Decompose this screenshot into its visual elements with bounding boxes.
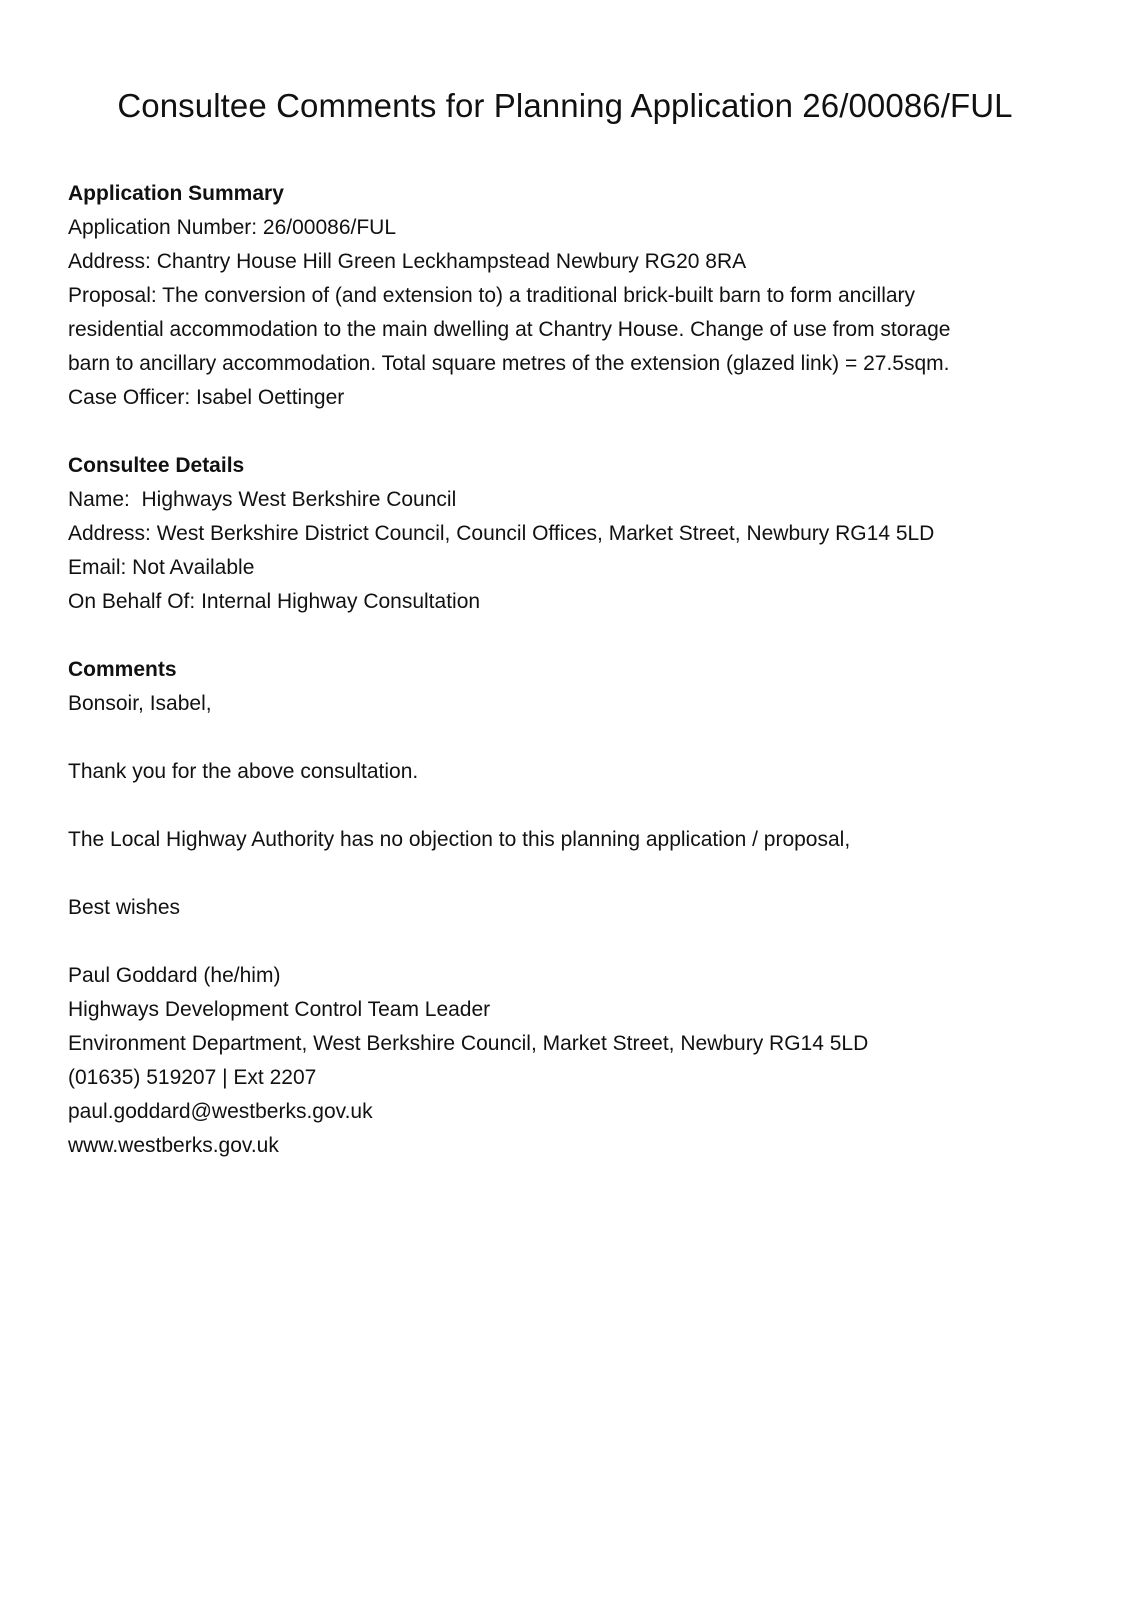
comments-heading: Comments [68, 658, 177, 681]
comment-sign-off: Best wishes [68, 896, 181, 919]
application-summary-section [68, 177, 1068, 415]
signature-block [68, 959, 1068, 1163]
consultee-address: Address: West Berkshire District Council, Council Offices, Market Street, Newbury RG14 5LD [68, 522, 935, 545]
paragraph-spacer [68, 857, 1068, 891]
paragraph-spacer [68, 925, 1068, 959]
comment-thanks: Thank you for the above consultation. [68, 760, 419, 783]
comment-statement: The Local Highway Authority has no objection to this planning application / proposal, [68, 828, 851, 851]
paragraph-spacer [68, 721, 1068, 755]
consultee-on-behalf-of: On Behalf Of: Internal Highway Consultation [68, 590, 481, 613]
signature-role: Highways Development Control Team Leader [68, 998, 491, 1021]
section-spacer [68, 619, 1068, 653]
case-officer: Case Officer: Isabel Oettinger [68, 386, 345, 409]
signature-name: Paul Goddard (he/him) [68, 964, 281, 987]
consultee-name: Name: Highways West Berkshire Council [68, 488, 457, 511]
signature-department: Environment Department, West Berkshire Council, Market Street, Newbury RG14 5LD [68, 1032, 869, 1055]
proposal-line: residential accommodation to the main dwelling at Chantry House. Change of use from storage [68, 318, 951, 341]
comments-section [68, 653, 1068, 1163]
signature-email: paul.goddard@westberks.gov.uk [68, 1100, 373, 1123]
application-address: Address: Chantry House Hill Green Leckhampstead Newbury RG20 8RA [68, 250, 747, 273]
document-content [68, 177, 1068, 1163]
signature-website: www.westberks.gov.uk [68, 1134, 279, 1157]
comment-greeting: Bonsoir, Isabel, [68, 692, 212, 715]
page-title: Consultee Comments for Planning Application 26/00086/FUL [117, 87, 1013, 124]
paragraph-spacer [68, 789, 1068, 823]
application-number: Application Number: 26/00086/FUL [68, 216, 397, 239]
proposal-text [68, 279, 1028, 381]
application-summary-heading: Application Summary [68, 182, 284, 205]
consultee-details-heading: Consultee Details [68, 454, 245, 477]
signature-phone: (01635) 519207 | Ext 2207 [68, 1066, 317, 1089]
consultee-details-section [68, 449, 1068, 619]
section-spacer [68, 415, 1068, 449]
proposal-line: barn to ancillary accommodation. Total square metres of the extension (glazed link) = 27.5sqm. [68, 352, 950, 375]
proposal-line: Proposal: The conversion of (and extension to) a traditional brick-built barn to form ancillary [68, 284, 916, 307]
consultee-email: Email: Not Available [68, 556, 255, 579]
